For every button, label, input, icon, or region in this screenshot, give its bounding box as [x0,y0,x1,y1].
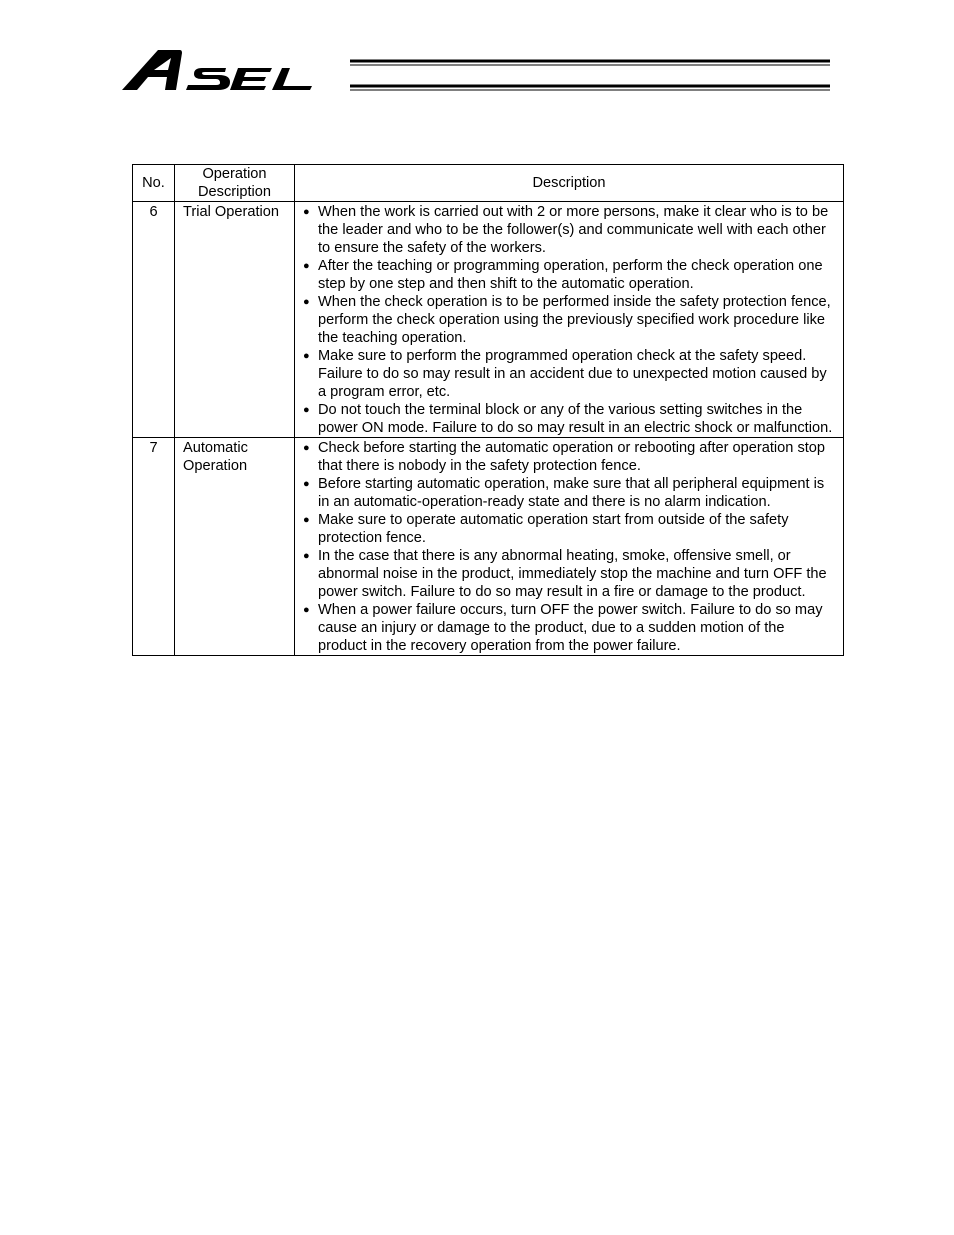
row-number: 7 [133,438,175,656]
table-row [133,438,844,656]
bullet-icon: ● [303,404,310,416]
header-no: No. [133,165,175,202]
safety-operation-table [132,164,844,656]
list-item: ● Make sure to perform the programmed operation check at the safety speed. Failure to do so may result in an accident due to unexpected motion caused by a program error, etc. [303,348,827,400]
bullet-icon: ● [303,550,310,562]
bullet-icon: ● [303,296,310,308]
bullet-icon: ● [303,514,310,526]
asel-logo [122,44,834,96]
description-list [303,439,837,655]
list-item: ● When the work is carried out with 2 or more persons, make it clear who is to be the leader and who to be the follower(s) and communicate well with each other to ensure the safety of the workers. [303,204,829,256]
description-cell [295,438,844,656]
operation-name: Trial Operation [175,202,295,438]
bullet-icon: ● [303,442,310,454]
row-number: 6 [133,202,175,438]
list-item: ● Do not touch the terminal block or any of the various setting switches in the power ON mode. Failure to do so may result in an electric shock or malfunction. [303,402,833,436]
table-header-row [133,165,844,202]
list-item: ● Make sure to operate automatic operation start from outside of the safety protection fence. [303,512,789,546]
table-row [133,202,844,438]
header-description: Description [295,165,844,202]
bullet-icon: ● [303,350,310,362]
header-operation: Operation Description [175,165,295,202]
bullet-icon: ● [303,260,310,272]
description-list [303,203,837,437]
list-item: ● In the case that there is any abnormal heating, smoke, offensive smell, or abnormal noise in the product, immediately stop the machine and turn OFF the power switch. Failure to do so may result in a fire or damage to the product. [303,548,827,600]
list-item: ● When the check operation is to be performed inside the safety protection fence, perform the check operation using the previously specified work procedure like the teaching operation. [303,294,831,346]
description-cell [295,202,844,438]
list-item: ● Check before starting the automatic operation or rebooting after operation stop that there is nobody in the safety protection fence. [303,440,826,474]
list-item: ● Before starting automatic operation, make sure that all peripheral equipment is in an automatic-operation-ready state and there is no alarm indication. [303,476,825,510]
bullet-icon: ● [303,604,310,616]
operation-name: Automatic Operation [175,438,295,656]
bullet-icon: ● [303,478,310,490]
list-item: ● When a power failure occurs, turn OFF the power switch. Failure to do so may cause an injury or damage to the product, due to a sudden motion of the product in the recovery operation from the power failure. [303,602,823,654]
list-item: ● After the teaching or programming operation, perform the check operation one step by one step and then shift to the automatic operation. [303,258,823,292]
bullet-icon: ● [303,206,310,218]
